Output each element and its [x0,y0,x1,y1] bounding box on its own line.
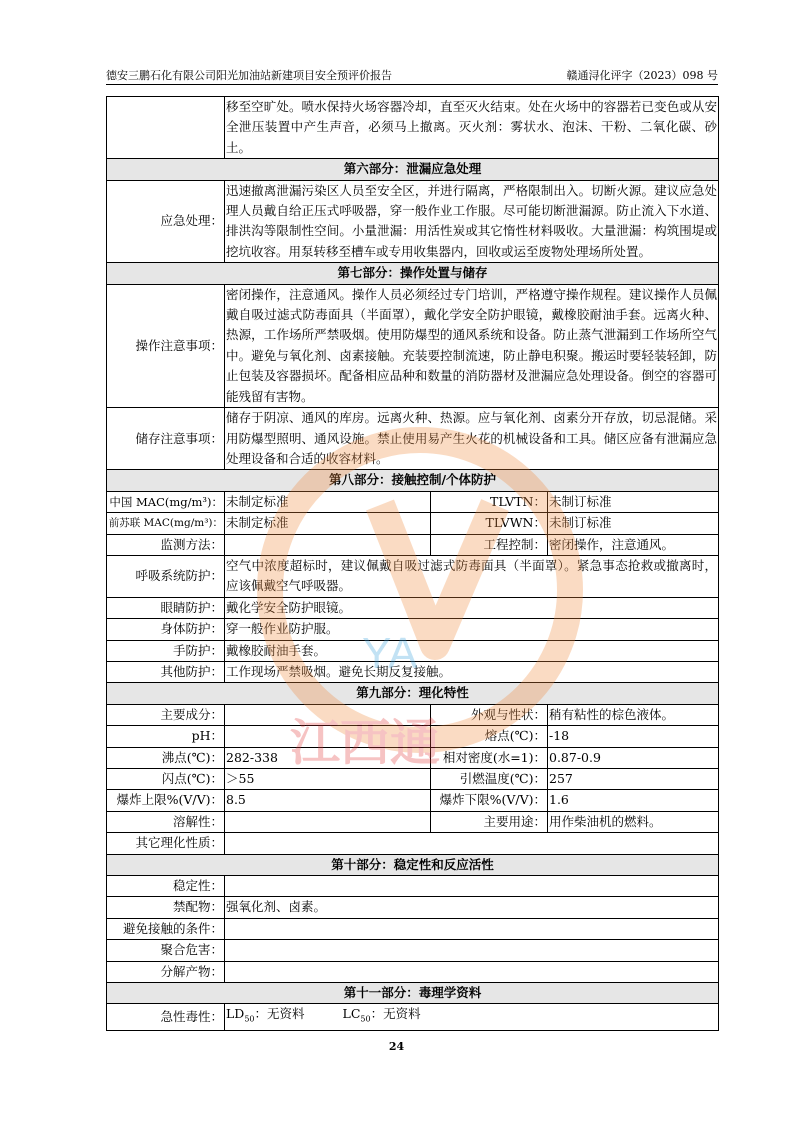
other-properties-label: 其它理化性质： [107,833,225,854]
monitor-label: 监测方法： [107,534,225,555]
tlvwn-value: 未制订标准 [548,513,719,534]
flash-point-label: 闪点(℃)： [107,769,225,790]
ld50-value: ：无资料 [254,1006,305,1022]
composition-value [225,704,431,725]
ld50-prefix: LD [226,1006,245,1022]
ph-value [225,726,431,747]
stability-value [225,876,719,897]
polymerization-label: 聚合危害： [107,940,225,961]
main-use-value: 用作柴油机的燃料。 [548,811,719,832]
lower-explosive-limit-value: 1.6 [548,790,719,811]
operation-label: 操作注意事项： [107,284,225,407]
flash-point-value: ＞55 [225,769,431,790]
section-8-title: 第八部分：接触控制/个体防护 [107,470,719,491]
avoid-conditions-value [225,918,719,939]
stability-label: 稳定性： [107,876,225,897]
mac-ussr-value: 未制定标准 [225,513,431,534]
header-report-title: 德安三鹏石化有限公司阳光加油站新建项目安全预评价报告 [106,69,392,82]
lc50-prefix: LC [342,1006,361,1022]
lc50-subscript: 50 [360,1014,371,1024]
watermark-letters: YA [362,629,418,678]
main-use-label: 主要用途： [431,811,548,832]
eye-label: 眼睛防护： [107,597,225,618]
melting-point-value: -18 [548,726,719,747]
hand-label: 手防护： [107,640,225,661]
section-6-title: 第六部分：泄漏应急处理 [107,159,719,180]
polymerization-value [225,940,719,961]
relative-density-label: 相对密度(水=1)： [431,747,548,768]
decomposition-label: 分解产物： [107,961,225,982]
boiling-point-label: 沸点(℃)： [107,747,225,768]
tlvtn-label: TLVTN： [431,491,548,512]
ignition-temp-label: 引燃温度(℃)： [431,769,548,790]
section-11-title: 第十一部分：毒理学资料 [107,983,719,1004]
other-properties-value [225,833,719,854]
section-7-title: 第七部分：操作处置与储存 [107,263,719,284]
respiratory-label: 呼吸系统防护： [107,555,225,597]
storage-label: 储存注意事项： [107,408,225,470]
appearance-label: 外观与性状： [431,704,548,725]
other-protection-value: 工作现场严禁吸烟。避免长期反复接触。 [225,661,719,682]
body-label: 身体防护： [107,619,225,640]
tlvwn-label: TLVWN： [431,513,548,534]
mac-china-label: 中国 MAC(mg/m³)： [107,491,225,512]
relative-density-value: 0.87-0.9 [548,747,719,768]
composition-label: 主要成分： [107,704,225,725]
engineering-label: 工程控制： [431,534,548,555]
operation-text: 密闭操作，注意通风。操作人员必须经过专门培训，严格遵守操作规程。建议操作人员佩戴自吸过滤式防毒面具（半面罩），戴化学安全防护眼镜，戴橡胶耐油手套。远离火种、热源，工作场所严禁吸烟。使用防爆型的通风系统和设备。防止蒸气泄漏到工作场所空气中。避免与氧化剂、卤素接触。充装要控制流速，防止静电积聚。搬运时要轻装轻卸，防止包装及容器损坏。配备相应品种和数量的消防器材及泄漏应急处理设备。倒空的容器可能残留有害物。 [225,284,719,407]
acute-toxicity-value [225,1004,719,1031]
upper-explosive-limit-value: 8.5 [225,790,431,811]
respiratory-value: 空气中浓度超标时，建议佩戴自吸过滤式防毒面具（半面罩）。紧急事态抢救或撤离时，应该佩戴空气呼吸器。 [225,555,719,597]
watermark-chinese-text: 江西通 [290,714,440,770]
header-report-number: 赣通浔化评字（2023）098 号 [566,69,718,82]
lower-explosive-limit-label: 爆炸下限%(V/V)： [431,790,548,811]
section-9-title: 第九部分：理化特性 [107,683,719,704]
incompatible-label: 禁配物： [107,897,225,918]
acute-toxicity-label: 急性毒性： [107,1004,225,1031]
incompatible-value: 强氧化剂、卤素。 [225,897,719,918]
firefighting-text-continued: 移至空旷处。喷水保持火场容器冷却，直至灭火结束。处在火场中的容器若已变色或从安全泄压装置中产生声音，必须马上撤离。灭火剂：雾状水、泡沫、干粉、二氧化碳、砂土。 [225,97,719,159]
ph-label: pH： [107,726,225,747]
eye-value: 戴化学安全防护眼镜。 [225,597,719,618]
section-10-title: 第十部分：稳定性和反应活性 [107,854,719,875]
page-number: 24 [388,1040,405,1053]
engineering-value: 密闭操作，注意通风。 [548,534,719,555]
storage-text: 储存于阴凉、通风的库房。远离火种、热源。应与氧化剂、卤素分开存放，切忌混储。采用防爆型照明、通风设施。禁止使用易产生火花的机械设备和工具。储区应备有泄漏应急处理设备和合适的收容材料。 [225,408,719,470]
ignition-temp-value: 257 [548,769,719,790]
appearance-value: 稍有粘性的棕色液体。 [548,704,719,725]
emergency-text: 迅速撤离泄漏污染区人员至安全区，并进行隔离，严格限制出入。切断火源。建议应急处理人员戴自给正压式呼吸器，穿一般作业工作服。尽可能切断泄漏源。防止流入下水道、排洪沟等限制性空间。小量泄漏：用活性炭或其它惰性材料吸收。大量泄漏：构筑围堤或挖坑收容。用泵转移至槽车或专用收集器内，回收或运至废物处理场所处置。 [225,180,719,263]
page-header [106,68,718,85]
decomposition-value [225,961,719,982]
lc50-value: ：无资料 [370,1006,421,1022]
mac-ussr-label: 前苏联 MAC(mg/m³)： [107,513,225,534]
tlvtn-value: 未制订标准 [548,491,719,512]
fire-continuation-row [107,97,719,159]
boiling-point-value: 282-338 [225,747,431,768]
solubility-value [225,811,431,832]
upper-explosive-limit-label: 爆炸上限%(V/V)： [107,790,225,811]
body-value: 穿一般作业防护服。 [225,619,719,640]
avoid-conditions-label: 避免接触的条件： [107,918,225,939]
hand-value: 戴橡胶耐油手套。 [225,640,719,661]
ld50-subscript: 50 [244,1014,255,1024]
solubility-label: 溶解性： [107,811,225,832]
melting-point-label: 熔点(℃)： [431,726,548,747]
other-protection-label: 其他防护： [107,661,225,682]
msds-table [106,96,719,1031]
monitor-value [225,534,431,555]
mac-china-value: 未制定标准 [225,491,431,512]
emergency-label: 应急处理： [107,180,225,263]
